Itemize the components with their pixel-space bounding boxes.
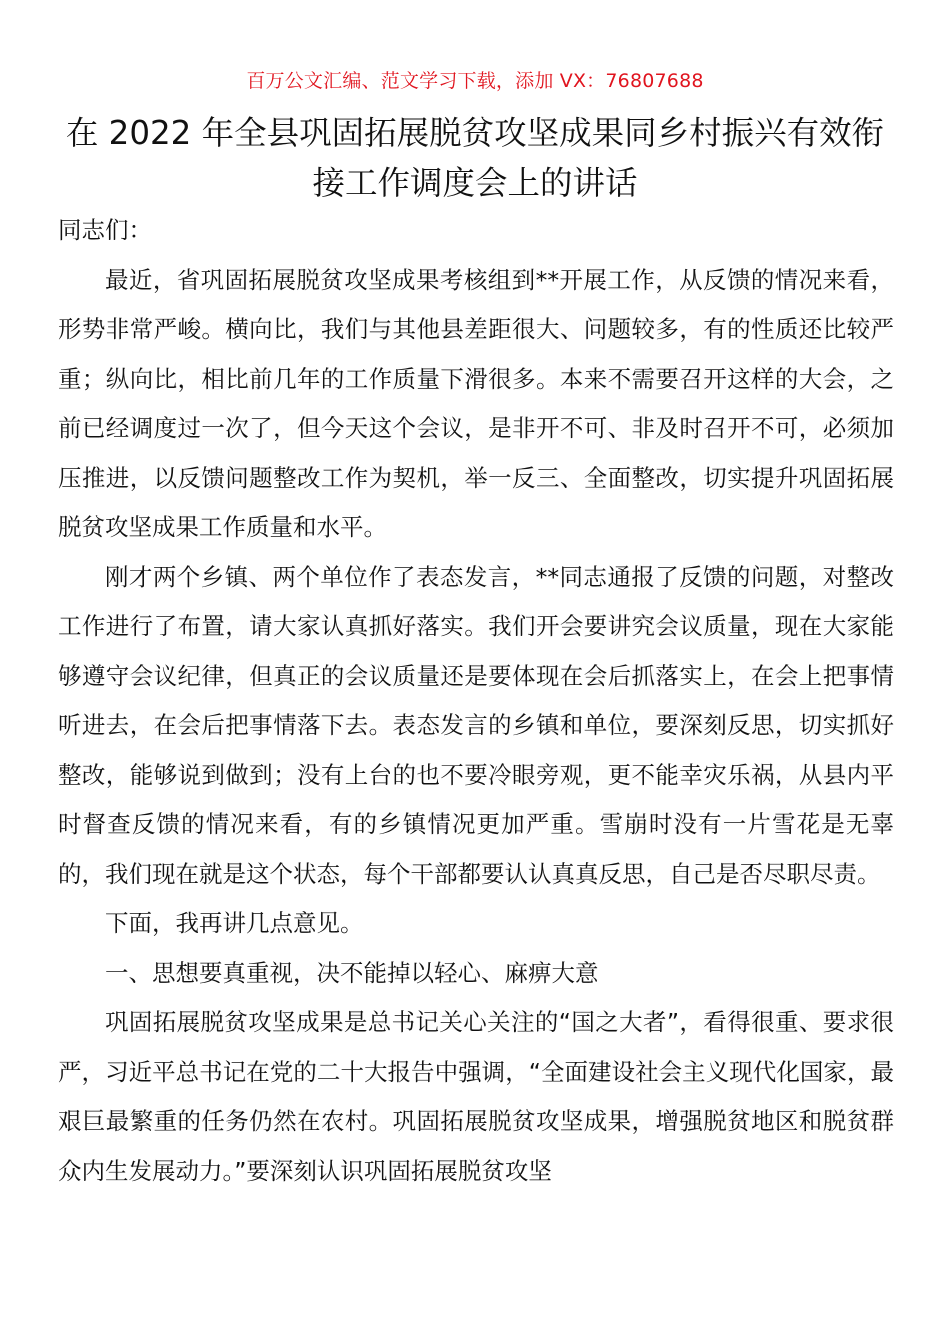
paragraph: 最近，省巩固拓展脱贫攻坚成果考核组到**开展工作，从反馈的情况来看，形势非常严峻。横向比，我们与其他县差距很大、问题较多，有的性质还比较严重；纵向比，相比前几年的工作质量下滑很多。本来不需要召开这样的大会，之前已经调度过一次了，但今天这个会议，是非开不可、非及时召开不可，必须加压推进，以反馈问题整改工作为契机，举一反三、全面整改，切实提升巩固拓展脱贫攻坚成果工作质量和水平。	[58, 265, 894, 541]
paragraph: 巩固拓展脱贫攻坚成果是总书记关心关注的“国之大者”，看得很重、要求很严，习近平总书记在党的二十大报告中强调，“全面建设社会主义现代化国家，最艰巨最繁重的任务仍然在农村。巩固拓展脱贫攻坚成果，增强脱贫地区和脱贫群众内生发展动力。”要深刻认识巩固拓展脱贫攻坚	[58, 1008, 894, 1185]
document-title: 在 2022 年全县巩固拓展脱贫攻坚成果同乡村振兴有效衔接工作调度会上的讲话	[65, 114, 885, 202]
header-note: 百万公文汇编、范文学习下载，添加 VX：76807688	[246, 70, 704, 92]
section-heading: 一、思想要真重视，决不能掉以轻心、麻痹大意	[105, 958, 599, 987]
document-body	[58, 206, 894, 1196]
salutation: 同志们：	[58, 216, 152, 244]
paragraph: 刚才两个乡镇、两个单位作了表态发言，**同志通报了反馈的问题，对整改工作进行了布置，请大家认真抓好落实。我们开会要讲究会议质量，现在大家能够遵守会议纪律，但真正的会议质量还是要体现在会后抓落实上，在会上把事情听进去，在会后把事情落下去。表态发言的乡镇和单位，要深刻反思，切实抓好整改，能够说到做到；没有上台的也不要冷眼旁观，更不能幸灾乐祸，从县内平时督查反馈的情况来看，有的乡镇情况更加严重。雪崩时没有一片雪花是无辜的，我们现在就是这个状态，每个干部都要认认真真反思，自己是否尽职尽责。	[58, 562, 894, 888]
paragraph: 下面，我再讲几点意见。	[105, 909, 364, 937]
